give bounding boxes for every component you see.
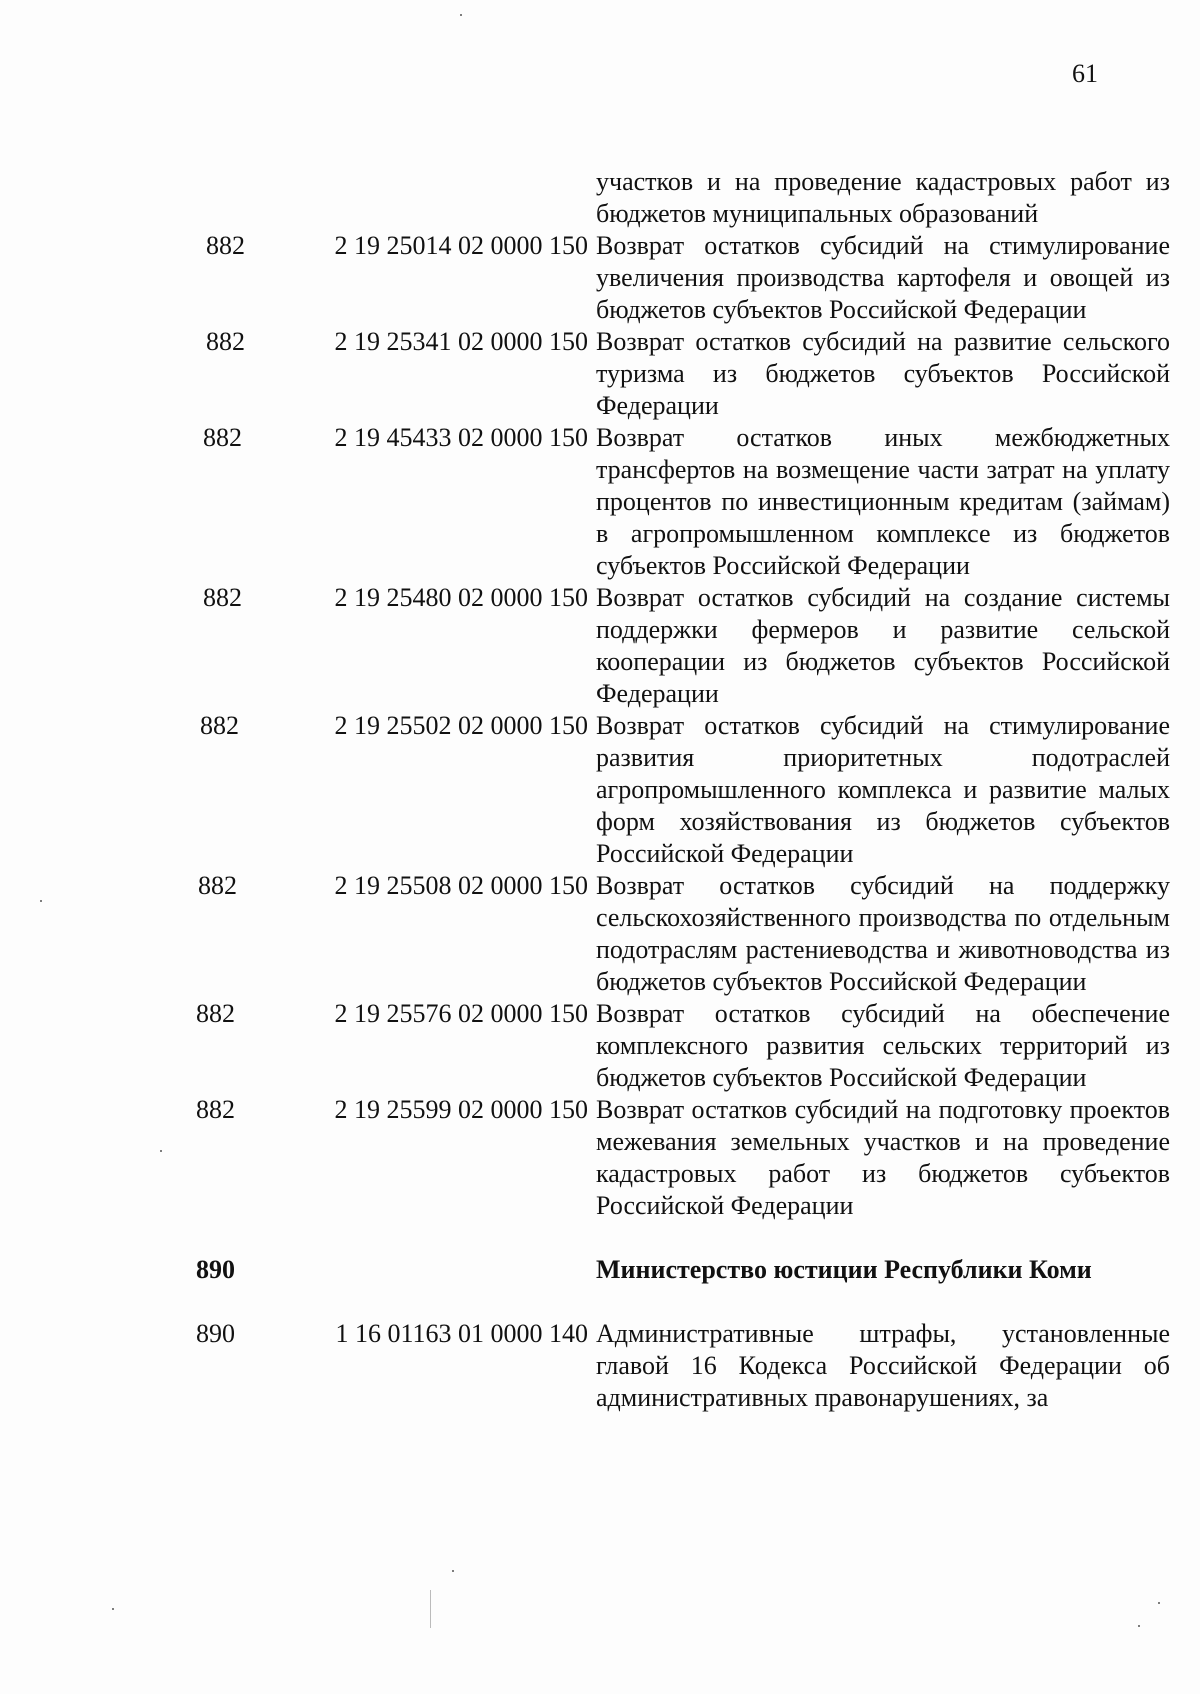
scan-speck [112, 1608, 114, 1610]
budget-classification-code: 2 19 25599 02 0000 150 [334, 1095, 588, 1124]
budget-classification-code: 2 19 45433 02 0000 150 [334, 423, 588, 452]
table-row [0, 166, 1200, 230]
revenue-description: Возврат остатков субсидий на создание системы поддержки фермеров и развитие сельской кооперации из бюджетов субъектов Российской Федерации [596, 583, 1170, 708]
revenue-description: Возврат остатков субсидий на поддержку сельскохозяйственного производства по отдельным подотраслям растениеводства и животноводства из бюджетов субъектов Российской Федерации [596, 871, 1170, 996]
table-row [0, 870, 1200, 998]
table-row [0, 230, 1200, 326]
budget-classification-code: 2 19 25508 02 0000 150 [334, 871, 588, 900]
table-row [0, 422, 1200, 582]
budget-classification-code: 1 16 01163 01 0000 140 [335, 1319, 588, 1348]
revenue-description: Возврат остатков субсидий на обеспечение комплексного развития сельских территорий из бюджетов субъектов Российской Федерации [596, 999, 1170, 1092]
admin-code: 882 [200, 711, 239, 740]
table-row [0, 582, 1200, 710]
table-row [0, 1094, 1200, 1222]
budget-classification-code: 2 19 25480 02 0000 150 [334, 583, 588, 612]
budget-classification-code: 2 19 25576 02 0000 150 [334, 999, 588, 1028]
table-row [0, 326, 1200, 422]
revenue-description: Возврат остатков субсидий на стимулирование развития приоритетных подотраслей агропромышленного комплекса и развитие малых форм хозяйствования из бюджетов субъектов Российской Федерации [596, 711, 1170, 868]
scan-speck [40, 900, 42, 902]
admin-code: 882 [196, 1095, 235, 1124]
table-row [0, 1318, 1200, 1414]
table-row [0, 998, 1200, 1094]
admin-code: 882 [206, 327, 245, 356]
section-title: Министерство юстиции Республики Коми [596, 1255, 1092, 1284]
admin-code: 890 [196, 1319, 235, 1348]
admin-code: 882 [203, 583, 242, 612]
admin-code: 882 [206, 231, 245, 260]
revenue-description: Возврат остатков субсидий на стимулирование увеличения производства картофеля и овощей из бюджетов субъектов Российской Федерации [596, 231, 1170, 324]
revenue-description: Возврат остатков субсидий на подготовку проектов межевания земельных участков и на проведение кадастровых работ из бюджетов субъектов Российской Федерации [596, 1095, 1170, 1220]
revenue-codes-table [0, 166, 1200, 1414]
budget-classification-code: 2 19 25014 02 0000 150 [334, 231, 588, 260]
revenue-description: Административные штрафы, установленные главой 16 Кодекса Российской Федерации об административных правонарушениях, за [596, 1319, 1170, 1412]
scan-speck [1158, 1602, 1160, 1604]
scan-speck [452, 1570, 454, 1572]
budget-classification-code: 2 19 25502 02 0000 150 [334, 711, 588, 740]
revenue-description: участков и на проведение кадастровых работ из бюджетов муниципальных образований [596, 167, 1170, 228]
section-admin-code: 890 [196, 1255, 235, 1284]
scan-speck [160, 1150, 162, 1152]
table-row [0, 710, 1200, 870]
admin-code: 882 [196, 999, 235, 1028]
page-number: 61 [1072, 59, 1098, 88]
budget-classification-code: 2 19 25341 02 0000 150 [334, 327, 588, 356]
revenue-description: Возврат остатков иных межбюджетных трансфертов на возмещение части затрат на уплату процентов по инвестиционным кредитам (займам) в агропромышленном комплексе из бюджетов субъектов Российской Федерации [596, 423, 1170, 580]
scan-speck [460, 14, 462, 16]
admin-code: 882 [203, 423, 242, 452]
revenue-description: Возврат остатков субсидий на развитие сельского туризма из бюджетов субъектов Российской Федерации [596, 327, 1170, 420]
scan-speck [1138, 1625, 1140, 1627]
admin-code: 882 [198, 871, 237, 900]
scan-artifact-line [430, 1590, 431, 1628]
section-heading-row [0, 1254, 1200, 1286]
